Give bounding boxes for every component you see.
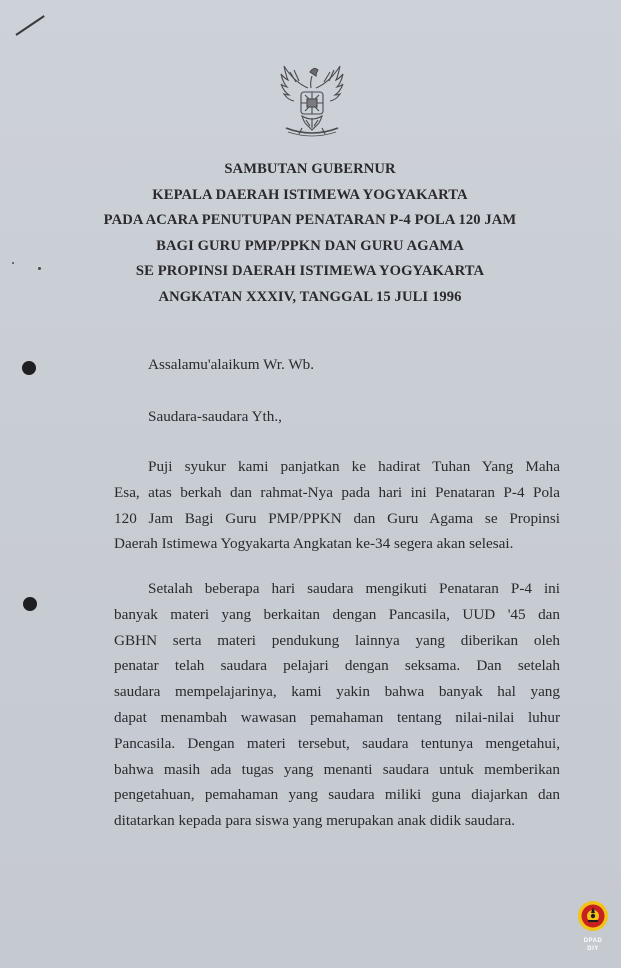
paragraph-line: banyak materi yang berkaitan dengan Pancasila, UUD '45 dan: [114, 605, 560, 623]
paragraph-line: bahwa masih ada tugas yang menanti saudara untuk memberikan: [114, 760, 560, 778]
punch-hole-top: [22, 361, 36, 375]
title-line: BAGI GURU PMP/PPKN DAN GURU AGAMA: [156, 237, 464, 254]
paragraph-2: [114, 576, 560, 834]
paragraph-line: pengetahuan, pemahaman yang saudara miliki guna diajarkan dan: [114, 786, 560, 804]
title-line: SE PROPINSI DAERAH ISTIMEWA YOGYAKARTA: [135, 263, 485, 280]
title-line: PADA ACARA PENUTUPAN PENATARAN P-4 POLA 120 JAM: [103, 212, 517, 229]
paragraph-line: Esa, atas berkah dan rahmat-Nya pada hari ini Penataran P-4 Pola: [114, 483, 560, 501]
title-line: SAMBUTAN GUBERNUR: [224, 161, 396, 177]
speech-title: [60, 157, 560, 311]
speck-mark: [38, 267, 41, 270]
paragraph-line: dapat menambah wawasan pemahaman tentang nilai-nilai luhur: [114, 708, 560, 726]
title-line: ANGKATAN XXXIV, TANGGAL 15 JULI 1996: [158, 288, 462, 305]
paragraph-line: Pancasila. Dengan materi tersebut, saudara tentunya mengetahui,: [114, 734, 560, 752]
title-line: KEPALA DAERAH ISTIMEWA YOGYAKARTA: [152, 186, 468, 203]
paragraph-line: penatar telah saudara pelajari dengan seksama. Dan setelah: [114, 657, 560, 675]
paragraph-line: saudara mempelajarinya, kami yakin bahwa banyak hal yang: [114, 683, 560, 701]
paragraph-line: 120 Jam Bagi Guru PMP/PPKN dan Guru Agama se Propinsi: [114, 509, 560, 527]
paragraph-1: [114, 454, 560, 557]
salutation-text: Saudara-saudara Yth.,: [148, 408, 282, 425]
logo-text-line: DIY: [587, 946, 599, 952]
scratch-mark: [15, 15, 44, 36]
garuda-emblem-icon: [272, 62, 352, 142]
paragraph-line: Setalah beberapa hari saudara mengikuti Penataran P-4 ini: [148, 580, 560, 597]
paragraph-line: Puji syukur kami panjatkan ke hadirat Tuhan Yang Maha: [148, 458, 560, 475]
logo-text-line: DPAD: [583, 938, 603, 944]
speck-mark: [12, 262, 14, 264]
archive-logo-label: [576, 937, 610, 953]
paragraph-line: ditatarkan kepada para siswa yang merupakan anak didik saudara.: [114, 812, 516, 830]
paragraph-line: Daerah Istimewa Yogyakarta Angkatan ke-34 segera akan selesai.: [114, 535, 514, 553]
punch-hole-bottom: [23, 597, 37, 611]
paragraph-line: GBHN serta materi pendukung lainnya yang diberikan oleh: [114, 631, 560, 649]
greeting-text: Assalamu'alaikum Wr. Wb.: [148, 356, 315, 373]
